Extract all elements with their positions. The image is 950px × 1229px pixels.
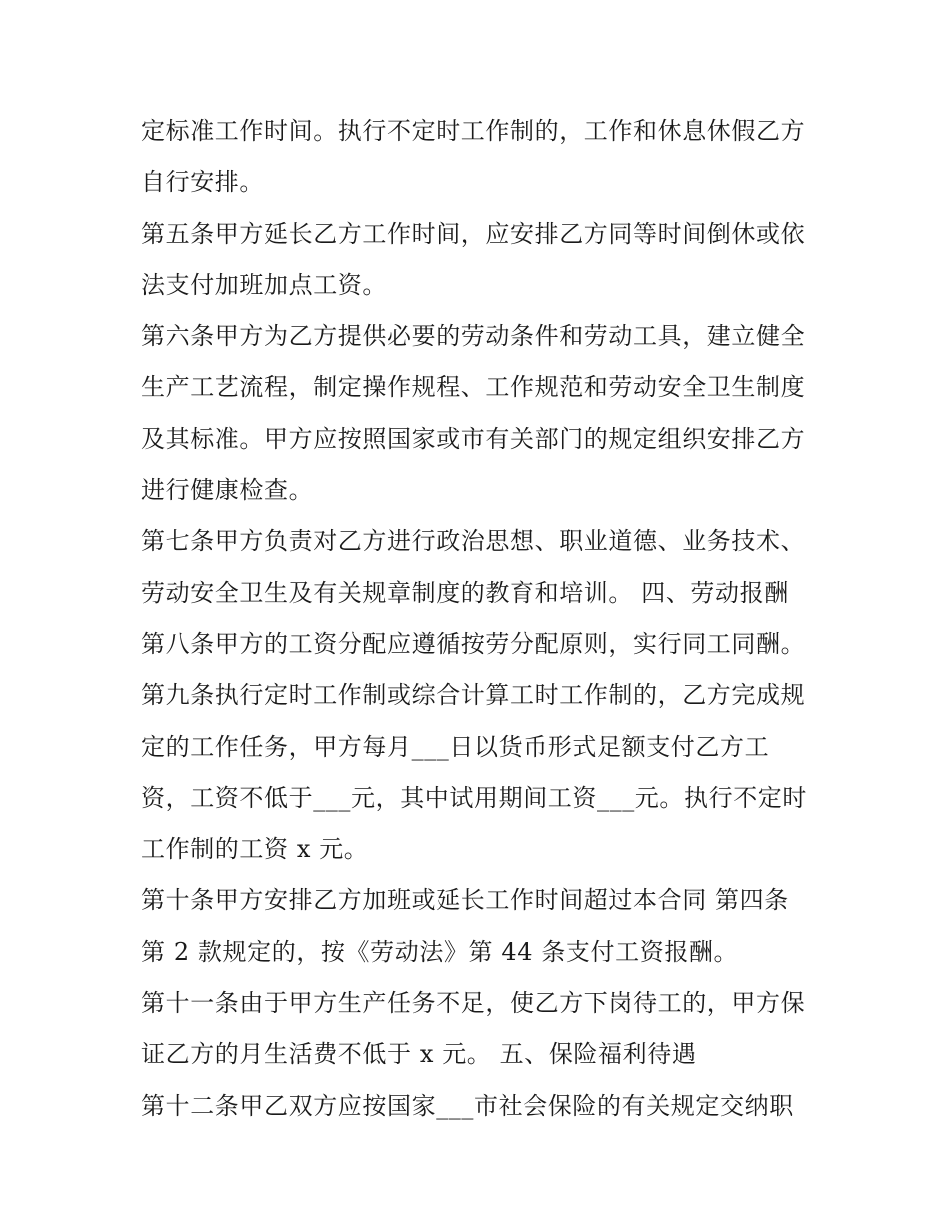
text-line: 证乙方的月生活费不低于 x 元。 五、保险福利待遇: [141, 1040, 697, 1069]
text-line: 工作制的工资 x 元。: [141, 835, 369, 864]
text-line: 第八条甲方的工资分配应遵循按劳分配原则，实行同工同酬。: [141, 629, 806, 658]
text-line: 第七条甲方负责对乙方进行政治思想、职业道德、业务技术、: [141, 527, 806, 556]
text-line: 第十一条由于甲方生产任务不足，使乙方下岗待工的，甲方保: [141, 989, 806, 1018]
text-line: 及其标准。甲方应按照国家或市有关部门的规定组织安排乙方: [141, 424, 806, 453]
contract-text: [141, 106, 821, 1132]
text-line: 第九条执行定时工作制或综合计算工时工作制的，乙方完成规: [141, 681, 806, 710]
text-line: 生产工艺流程，制定操作规程、工作规范和劳动安全卫生制度: [141, 373, 806, 402]
text-line: 第十条甲方安排乙方加班或延长工作时间超过本合同 第四条: [141, 886, 789, 915]
text-line: 第 2 款规定的，按《劳动法》第 44 条支付工资报酬。: [141, 937, 739, 966]
text-line: 进行健康检查。: [141, 476, 314, 505]
text-line: 第六条甲方为乙方提供必要的劳动条件和劳动工具，建立健全: [141, 322, 806, 351]
text-line: 资，工资不低于___元，其中试用期间工资___元。执行不定时: [141, 783, 807, 812]
text-line: 第十二条甲乙双方应按国家___市社会保险的有关规定交纳职: [141, 1091, 794, 1120]
text-line: 法支付加班加点工资。: [141, 270, 387, 299]
text-line: 定标准工作时间。执行不定时工作制的，工作和休息休假乙方: [141, 117, 806, 145]
text-line: 定的工作任务，甲方每月___日以货币形式足额支付乙方工: [141, 732, 770, 761]
text-line: 自行安排。: [141, 168, 264, 197]
text-line: 劳动安全卫生及有关规章制度的教育和培训。 四、劳动报酬: [141, 578, 789, 607]
text-line: 第五条甲方延长乙方工作时间，应安排乙方同等时间倒休或依: [141, 219, 806, 248]
